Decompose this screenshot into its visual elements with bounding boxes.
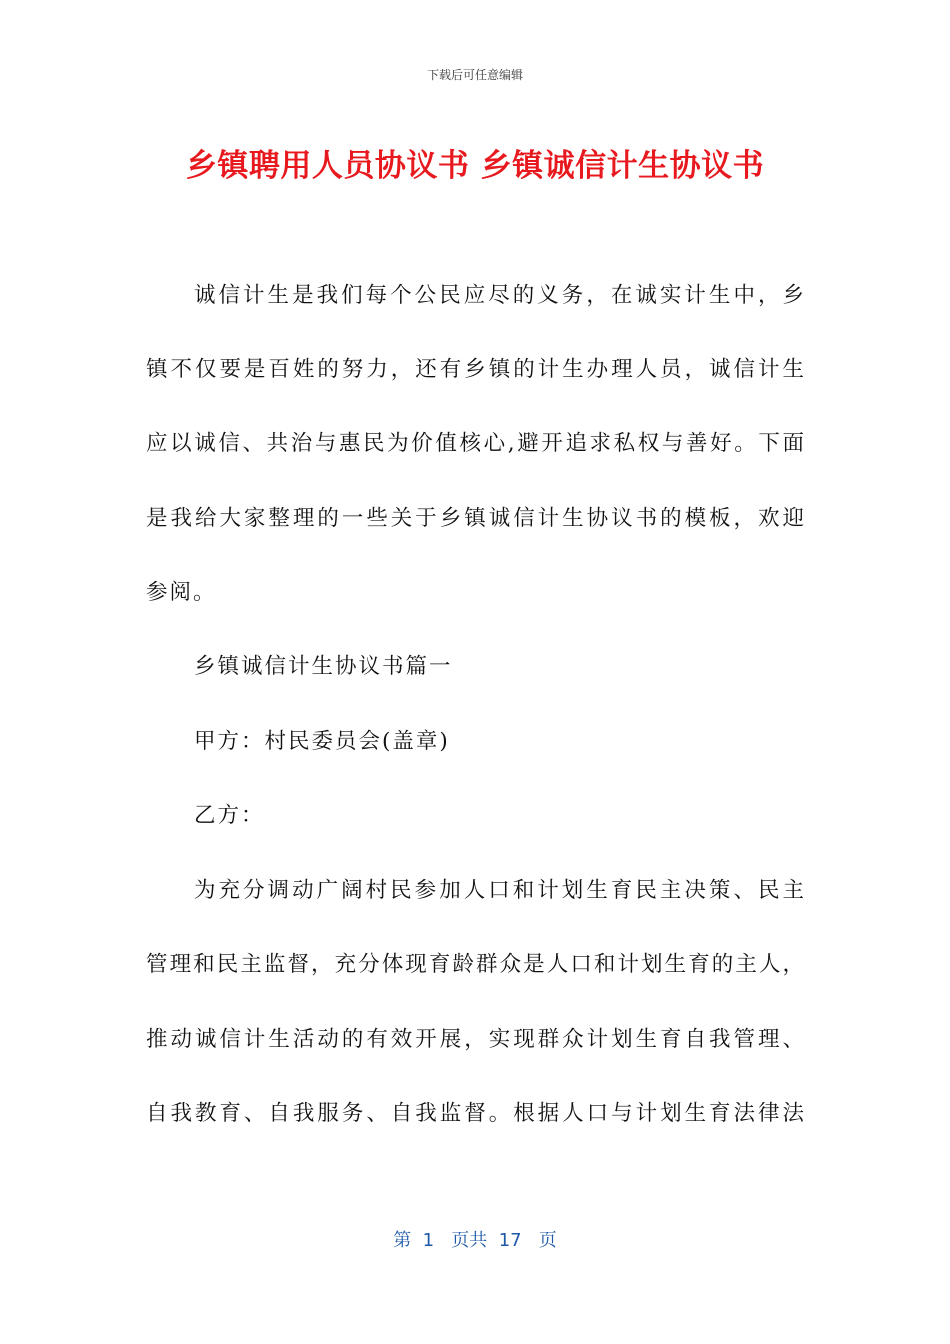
paragraph-line: 是我给大家整理的一些关于乡镇诚信计生协议书的模板，欢迎 (146, 506, 806, 531)
paragraph-line: 推动诚信计生活动的有效开展，实现群众计划生育自我管理、 (146, 1027, 806, 1052)
paragraph-line: 应以诚信、共治与惠民为价值核心,避开追求私权与善好。下面 (146, 431, 806, 456)
party-b-line: 乙方： (194, 803, 265, 828)
paragraph-line: 镇不仅要是百姓的努力，还有乡镇的计生办理人员，诚信计生 (146, 357, 806, 382)
paragraph-line: 参阅。 (146, 580, 217, 605)
section-heading: 乡镇诚信计生协议书篇一 (194, 654, 453, 679)
party-a-line: 甲方：村民委员会(盖章) (194, 729, 450, 754)
header-note: 下载后可任意编辑 (426, 68, 523, 82)
paragraph-line: 管理和民主监督，充分体现育龄群众是人口和计划生育的主人， (146, 952, 806, 977)
page-footer: 第 1 页共 17 页 (393, 1230, 557, 1251)
paragraph-line: 为充分调动广阔村民参加人口和计划生育民主决策、民主 (194, 878, 806, 903)
paragraph-line: 诚信计生是我们每个公民应尽的义务，在诚实计生中，乡 (194, 283, 806, 308)
document-title: 乡镇聘用人员协议书 乡镇诚信计生协议书 (185, 148, 765, 184)
paragraph-line: 自我教育、自我服务、自我监督。根据人口与计划生育法律法 (146, 1101, 806, 1126)
